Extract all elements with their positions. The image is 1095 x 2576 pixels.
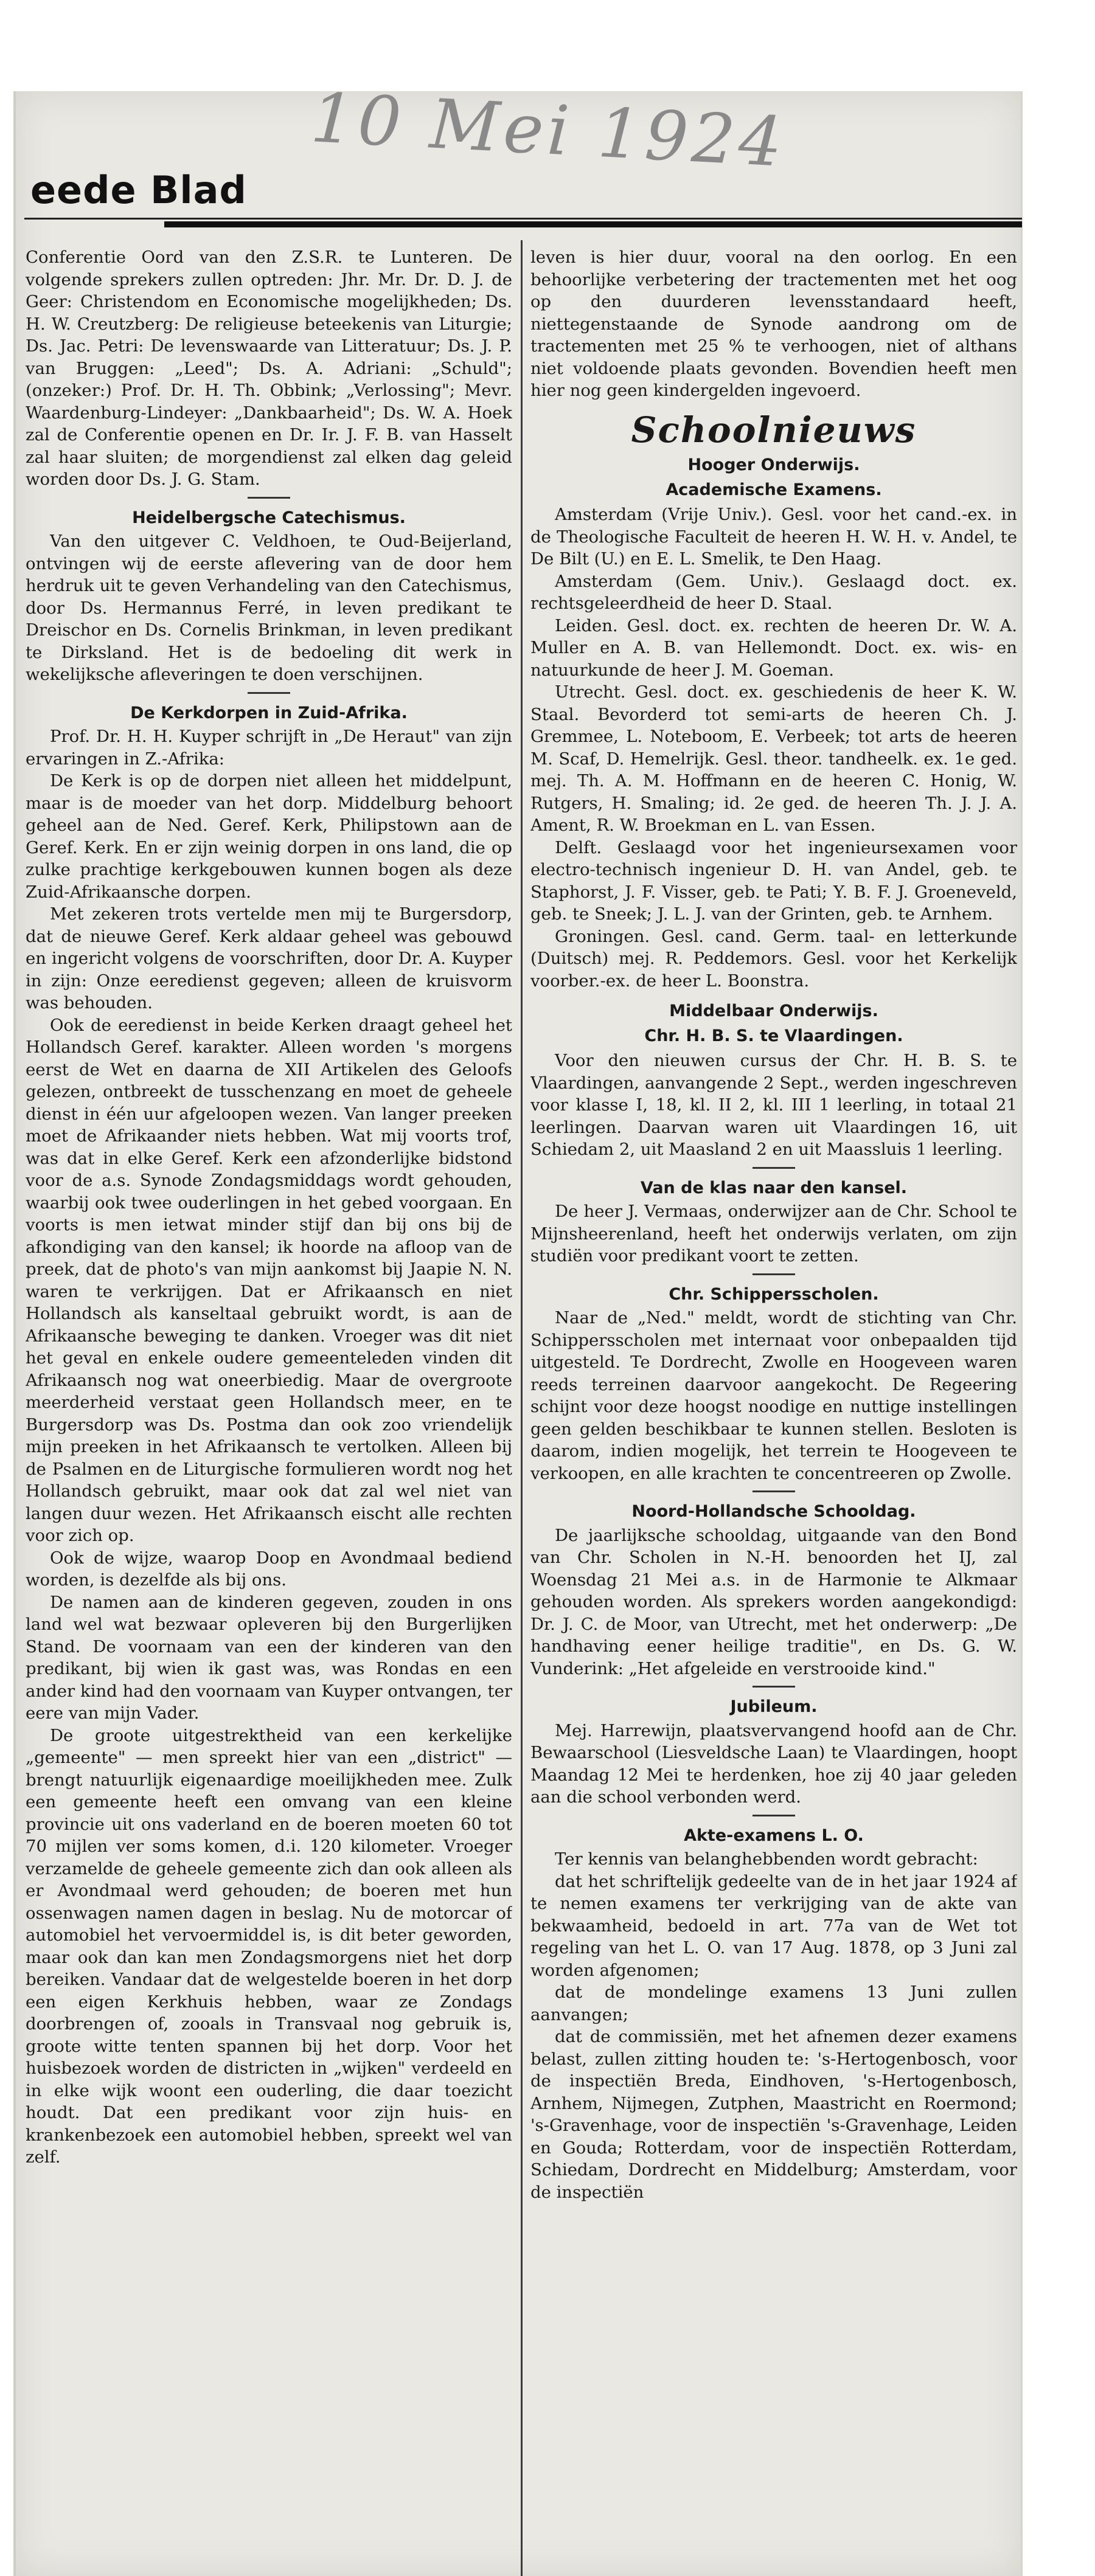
article-paragraph: Naar de „Ned." meldt, wordt de stichting van Chr. Schippersscholen met internaat voor onbepaalden tijd uitgesteld. Te Dordrecht, Zwolle en Hoogeveen waren reeds terreinen daarvoor aangekocht. De Regeering schijnt voor deze hoogst noodige en nuttige instellingen geen gelden beschikbaar te kunnen stellen. Besloten is daarom, indien mogelijk, het terrein te Hoogeveen te verkoopen, en alle krachten te concentreeren op Zwolle. xyxy=(530,1308,1017,1483)
handwritten-date: 10 Mei 1924 xyxy=(308,78,788,182)
section-separator xyxy=(753,1273,795,1275)
academische-heading: Academische Examens. xyxy=(666,480,882,499)
article-paragraph: Delft. Geslaagd voor het ingenieursexamen voor electro-technisch ingenieur D. H. van Andel, geb. te Staphorst, J. F. Visser, geb. te Pati; Y. B. F. J. Groeneveld, geb. te Sneek; J. L. J. van der Grinten, geb. te Arnhem. xyxy=(530,837,1017,924)
article-paragraph: Ter kennis van belanghebbenden wordt gebracht: xyxy=(555,1849,978,1869)
article-paragraph: Ook de eeredienst in beide Kerken draagt geheel het Hollandsch Geref. karakter. Alleen worden 's morgens eerst de Wet en daarna de XII Artikelen des Geloofs gelezen, ontbreekt de tusschenzang en moet de geheele dienst in één uur afgeloopen wezen. Van langer preeken moet de Afrikaander niets hebben. Wat mij voorts trof, was dat in elke Geref. Kerk een afzonderlijke bidstond voor de a.s. Synode Zondagsmiddags wordt gehouden, waarbij ook twee ouderlingen in het gebed voorgaan. En voorts is men ietwat minder stijf dan bij ons bij de afkondiging van den kansel; ik hoorde na afloop van de preek, dat de photo's van mijn aankomst bij Jaapie N. N. waren te verkrijgen. Dat er Afrikaansch en niet Hollandsch als kanseltaal gebruikt wordt, is aan de Afrikaansche beweging te danken. Vroeger was dit niet het geval en enkele oudere gemeenteleden vinden dit Afrikaansch nog wat oneerbiedig. Maar de overgroote meerderheid verstaat geen Hollandsch meer, en te Burgersdorp was Ds. Postma dan ook zoo vriendelijk mijn preeken in het Afrikaansch te vertolken. Alleen bij de Psalmen en de Liturgische formulieren wordt nog het Hollandsch gebruikt, maar ook dat zal wel niet van langen duur wezen. Het Afrikaansch eischt alle rechten voor zich op. xyxy=(26,1015,512,1545)
article-paragraph: Conferentie Oord van den Z.S.R. te Lunteren. De volgende sprekers zullen optreden: Jhr. Mr. Dr. D. J. de Geer: Christendom en Economische mogelijkheden; Ds. H. W. Creutzberg: De religieuse beteekenis van Liturgie; Ds. Jac. Petri: De levenswaarde van Litteratuur; Ds. J. P. van Bruggen: „Leed"; Ds. A. Adriani: „Schuld"; (onzeker:) Prof. Dr. H. Th. Obbink; „Verlossing"; Mevr. Waardenburg-Lindeyer: „Dankbaarheid"; Ds. W. A. Hoek zal de Conferentie openen en Dr. Ir. J. F. B. van Hasselt zal haar sluiten; de morgendienst zal elken dag geleid worden door Ds. J. G. Stam. xyxy=(26,248,512,489)
column-divider xyxy=(521,240,523,2576)
hooger-heading: Hooger Onderwijs. xyxy=(687,455,860,474)
article-paragraph: De namen aan de kinderen gegeven, zouden in ons land wel wat bezwaar opleveren bij den Burgerlijken Stand. De voornaam van een der kinderen van den predikant, bij wien ik gast was, was Rondas en een ander kind had den voornaam van Kuyper ontvangen, ter eere van mijn Vader. xyxy=(26,1592,512,1723)
article-paragraph: Mej. Harrewijn, plaatsvervangend hoofd aan de Chr. Bewaarschool (Liesveldsche Laan) te Vlaardingen, hoopt Maandag 12 Mei te herdenken, hoe zij 40 jaar geleden aan die school verbonden werd. xyxy=(530,1720,1017,1807)
section-heading: Chr. Schippersscholen. xyxy=(669,1284,879,1304)
article-paragraph: Ook de wijze, waarop Doop en Avondmaal bediend worden, is dezelfde als bij ons. xyxy=(26,1548,512,1590)
section-heading: Akte-examens L. O. xyxy=(684,1826,864,1845)
section-separator xyxy=(248,692,290,694)
article-paragraph: Leiden. Gesl. doct. ex. rechten de heeren Dr. W. A. Muller en A. B. van Hellemondt. Doct. ex. wis- en natuurkunde de heer J. M. Goeman. xyxy=(530,615,1017,680)
hbs-heading: Chr. H. B. S. te Vlaardingen. xyxy=(644,1026,903,1045)
masthead-title: eede Blad xyxy=(30,168,247,212)
left-column xyxy=(26,246,512,2576)
masthead-rule-thick xyxy=(164,221,1022,227)
middelbaar-heading: Middelbaar Onderwijs. xyxy=(669,1002,878,1020)
article-paragraph: Groningen. Gesl. cand. Germ. taal- en letterkunde (Duitsch) mej. R. Peddemors. Gesl. voor het Kerkelijk voorber.-ex. de heer L. Boonstra. xyxy=(530,926,1017,991)
article-paragraph: dat het schriftelijk gedeelte van de in het jaar 1924 af te nemen examens ter verkrijging van de akte van bekwaamheid, bedoeld in art. 77a van de Wet tot regeling van het L. O. van 17 Aug. 1878, op 3 Juni zal worden afgenomen; xyxy=(530,1871,1017,1980)
article-paragraph: leven is hier duur, vooral na den oorlog. En een behoorlijke verbetering der tractementen met het oog op den duurderen levensstandaard heeft, niettegenstaande de Synode aandrong om de tractementen met 25 % te verhoogen, niet of althans niet voldoende plaats gevonden. Bovendien heeft men hier nog geen kindergelden ingevoerd. xyxy=(530,248,1017,400)
article-paragraph: dat de commissiën, met het afnemen dezer examens belast, zullen zitting houden te: 's-Hertogenbosch, voor de inspectiën Breda, Eindhoven, 's-Hertogenbosch, Arnhem, Nijmegen, Zutphen, Maastricht en Roermond; 's-Gravenhage, voor de inspectiën 's-Gravenhage, Leiden en Gouda; Rotterdam, voor de inspectiën Rotterdam, Schiedam, Dordrecht en Middelburg; Amsterdam, voor de inspectiën xyxy=(530,2027,1017,2202)
masthead xyxy=(24,163,1022,230)
section-heading: Noord-Hollandsche Schooldag. xyxy=(631,1502,916,1521)
section-heading: Jubileum. xyxy=(730,1697,818,1716)
article-paragraph: Utrecht. Gesl. doct. ex. geschiedenis de heer K. W. Staal. Bevorderd tot semi-arts de heeren Ch. J. Gremmee, L. Noteboom, E. Verbeek; tot arts de heeren M. Scaf, D. Hemelrijk. Gesl. theor. tandheelk. ex. 1e ged. mej. Th. A. M. Hoffmann en de heeren C. Honig, W. Rutgers, H. Smaling; id. 2e ged. de heeren Th. J. J. A. Ament, R. W. Broekman en L. van Essen. xyxy=(530,682,1017,835)
section-heading: Heidelbergsche Catechismus. xyxy=(132,508,406,527)
article-paragraph: De jaarlijksche schooldag, uitgaande van den Bond van Chr. Scholen in N.-H. benoorden het IJ, zal Woensdag 21 Mei a.s. in de Harmonie te Alkmaar gehouden worden. Als sprekers worden aangekondigd: Dr. J. C. de Moor, van Utrecht, met het onderwerp: „De handhaving eener heilige traditie", en Ds. G. W. Vunderink: „Het afgeleide en verstrooide kind." xyxy=(530,1525,1017,1678)
masthead-rule xyxy=(24,218,1022,220)
article-paragraph: dat de mondelinge examens 13 Juni zullen aanvangen; xyxy=(530,1982,1017,2024)
article-paragraph: Prof. Dr. H. H. Kuyper schrijft in „De Heraut" van zijn ervaringen in Z.-Afrika: xyxy=(26,727,512,769)
article-paragraph: Van den uitgever C. Veldhoen, te Oud-Beijerland, ontvingen wij de eerste aflevering van de door hem herdruk uit te geven Verhandeling van den Catechismus, door Ds. Hermannus Ferré, in leven predikant te Dreischor en Ds. Cornelis Brinkman, in leven predikant te Dirksland. Het is de bedoeling dit werk in wekelijksche afleveringen te doen verschijnen. xyxy=(26,531,512,684)
article-paragraph: De heer J. Vermaas, onderwijzer aan de Chr. School te Mijnsheerenland, heeft het onderwijs verlaten, om zijn studiën voor predikant voort te zetten. xyxy=(530,1202,1017,1265)
section-heading: De Kerkdorpen in Zuid-Afrika. xyxy=(130,703,408,722)
section-separator xyxy=(248,497,290,499)
section-separator xyxy=(753,1491,795,1492)
schoolnieuws-title: Schoolnieuws xyxy=(631,409,917,451)
right-column xyxy=(530,246,1017,2576)
article-paragraph: Amsterdam (Gem. Univ.). Geslaagd doct. ex. rechtsgeleerdheid de heer D. Staal. xyxy=(530,571,1017,613)
article-paragraph: Amsterdam (Vrije Univ.). Gesl. voor het cand.-ex. in de Theologische Faculteit de heeren H. W. H. v. Andel, te De Bilt (U.) en E. L. Smelik, te Den Haag. xyxy=(530,505,1017,569)
article-paragraph: De Kerk is op de dorpen niet alleen het middelpunt, maar is de moeder van het dorp. Middelburg behoort geheel aan de Ned. Geref. Kerk, Philipstown aan de Geref. Kerk. En er zijn weinig dorpen in ons land, die op zulke prachtige kerkgebouwen kunnen bogen als deze Zuid-Afrikaansche dorpen. xyxy=(26,771,512,902)
section-separator xyxy=(753,1686,795,1688)
section-separator xyxy=(753,1815,795,1816)
article-paragraph: Voor den nieuwen cursus der Chr. H. B. S. te Vlaardingen, aanvangende 2 Sept., werden ingeschreven voor klasse I, 18, kl. II 2, kl. III 1 leerling, in totaal 21 leerlingen. Daarvan waren uit Vlaardingen 16, uit Schiedam 2, uit Maasland 2 en uit Maassluis 1 leerling. xyxy=(530,1051,1017,1159)
section-heading: Van de klas naar den kansel. xyxy=(640,1178,908,1197)
section-separator xyxy=(753,1167,795,1169)
article-paragraph: Met zekeren trots vertelde men mij te Burgersdorp, dat de nieuwe Geref. Kerk aldaar geheel was gebouwd en ingericht volgens de voorschriften, door Dr. A. Kuyper in zijn: Onze eeredienst gegeven; alleen de kruisvorm was behouden. xyxy=(26,904,512,1013)
article-paragraph: De groote uitgestrektheid van een kerkelijke „gemeente" — men spreekt hier van een „district" — brengt natuurlijk eigenaardige moeilijkheden mee. Zulk een gemeente heeft een omvang van een kleine provincie uit ons vaderland en de boeren moeten 60 tot 70 mijlen ver soms komen, d.i. 120 kilometer. Vroeger verzamelde de geheele gemeente zich dan ook alleen als er Avondmaal werd gehouden; de boeren met hun ossenwagen namen dagen in beslag. Nu de motorcar of automobiel het vervoermiddel is, is dit beter geworden, maar ook dan kan men Zondagsmorgens niet het dorp bereiken. Vandaar dat de welgestelde boeren in het dorp een eigen Kerkhuis hebben, waar ze Zondags doorbrengen of, zooals in Transvaal nog gebruik is, groote witte tenten spannen bij het dorp. Voor het huisbezoek worden de districten in „wijken" verdeeld en in elke wijk woont een ouderling, die daar toezicht houdt. Dat een predikant voor zijn huis- en krankenbezoek een automobiel hebben, spreekt wel van zelf. xyxy=(26,1725,512,2167)
